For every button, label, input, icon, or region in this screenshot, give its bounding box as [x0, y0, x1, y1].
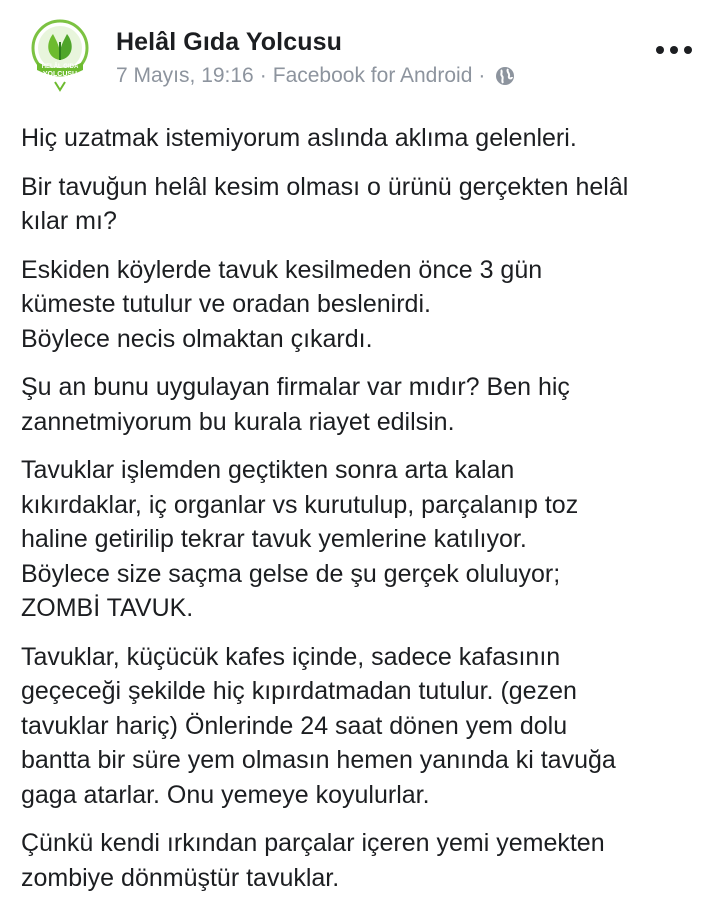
logo-text-top: HELÂL GIDA	[41, 64, 79, 70]
post-text-line: Bir tavuğun helâl kesim olması o ürünü gerçekten helâl	[21, 172, 629, 201]
post-text-line: Hiç uzatmak istemiyorum aslında aklıma gelenleri.	[21, 124, 577, 152]
post-text-line: kıkırdaklar, iç organlar vs kurutulup, parçalanıp toz	[21, 490, 579, 519]
post-text-line: bantta bir süre yem olmasın hemen yanında ki tavuğa	[21, 746, 616, 774]
post-text-line: Eskiden köylerde tavuk kesilmeden önce 3 gün	[21, 255, 543, 284]
post-paragraph	[21, 453, 706, 626]
post-paragraph	[21, 253, 706, 357]
post-text-line: ZOMBİ TAVUK.	[21, 594, 194, 622]
globe-icon[interactable]	[495, 66, 515, 86]
page-logo	[27, 18, 93, 96]
post-paragraph	[21, 121, 706, 156]
page-name[interactable]: Helâl Gıda Yolcusu	[116, 28, 342, 56]
post-text-line: Tavuklar işlemden geçtikten sonra arta kalan	[21, 456, 515, 484]
post-meta	[116, 64, 515, 88]
more-options-dot	[684, 46, 692, 54]
post-text-line: Şu an bunu uygulayan firmalar var mıdır? Ben hiç	[21, 373, 570, 401]
logo-text-bottom: YOLCUSU	[42, 71, 78, 78]
post-text-line: Böylece necis olmaktan çıkardı.	[21, 324, 373, 353]
post-text-line: kümeste tutulur ve oradan beslenirdi.	[21, 290, 431, 318]
post-paragraph	[21, 826, 706, 895]
post-text-line: Tavuklar, küçücük kafes içinde, sadece kafasının	[21, 642, 561, 671]
post-text-line: Çünkü kendi ırkından parçalar içeren yemi yemekten	[21, 829, 605, 857]
more-options-icon	[656, 46, 664, 54]
post-text-line: gaga atarlar. Onu yemeye koyulurlar.	[21, 780, 430, 809]
post-text-line: zannetmiyorum bu kurala riayet edilsin.	[21, 407, 455, 436]
meta-separator-2: ·	[478, 64, 486, 87]
more-options-dot	[670, 46, 678, 54]
more-options-button[interactable]	[656, 40, 692, 60]
post-paragraph	[21, 170, 706, 239]
post-date[interactable]: 7 Mayıs, 19:16	[116, 64, 254, 87]
post-text-line: tavuklar hariç) Önlerinde 24 saat dönen yem dolu	[21, 711, 568, 740]
meta-separator: ·	[259, 64, 267, 87]
post-source: Facebook for Android	[272, 64, 473, 87]
post-text-line: haline getirilip tekrar tavuk yemlerine katılıyor.	[21, 525, 527, 553]
post-text-line: geçeceği şekilde hiç kıpırdatmadan tutulur. (gezen	[21, 677, 577, 705]
post-text	[21, 121, 706, 909]
page-avatar[interactable]	[27, 18, 93, 96]
post-paragraph	[21, 370, 706, 439]
post-paragraph	[21, 640, 706, 813]
post-text-line: Böylece size saçma gelse de şu gerçek oluluyor;	[21, 559, 561, 588]
post-header	[0, 0, 720, 110]
post-text-line: zombiye dönmüştür tavuklar.	[21, 863, 340, 892]
post-text-line: kılar mı?	[21, 207, 117, 235]
